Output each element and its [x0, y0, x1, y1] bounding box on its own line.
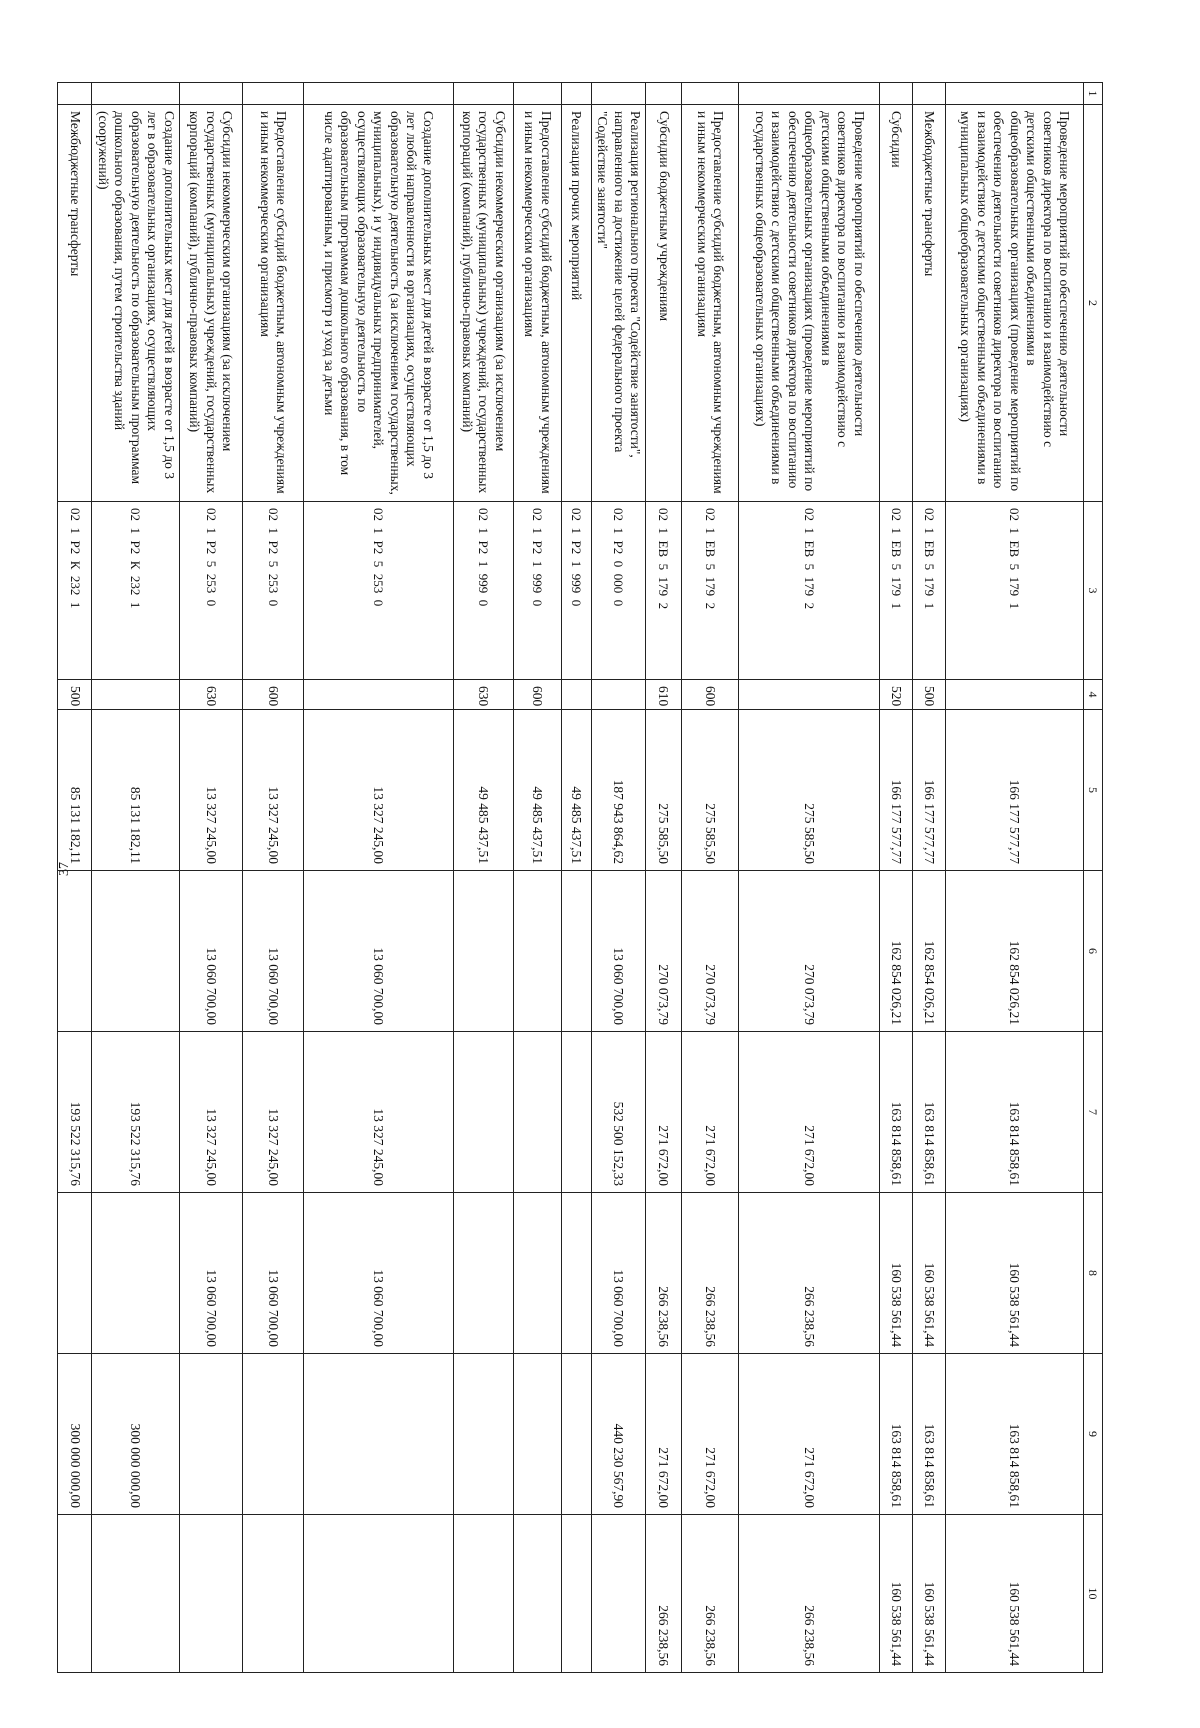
row-name: Субсидии некоммерческим организациям (за исключением государственных (муниципальных) учреждений, государственных корпораций (компаний), публично-правовых компаний) [453, 105, 513, 502]
row-name: Проведение мероприятий по обеспечению деятельности советников директора по воспитанию и взаимодействию с детскими общественными объединениями в общеобразовательных организациях (проведение мероприятий по обеспечению деятельности советников директора по воспитанию и взаимодействию с детскими общественными объединениями в муниципальных общеобразовательных организациях) [946, 105, 1084, 502]
row-value-col7: 163 814 858,61 [946, 1032, 1084, 1193]
row-value-col8: 13 060 700,00 [591, 1193, 645, 1354]
row-index-cell [58, 83, 92, 105]
row-value-col6: 13 060 700,00 [303, 871, 453, 1032]
row-name: Проведение мероприятий по обеспечению деятельности советников директора по воспитанию и взаимодействию с детскими общественными объединениями в общеобразовательных организациях (проведение мероприятий по обеспечению деятельности советников директора по воспитанию и взаимодействию с детскими общественными объединениями в государственных общеобразовательных организациях) [739, 105, 880, 502]
row-value-col5: 13 327 245,00 [242, 710, 303, 871]
row-value-col6 [453, 871, 513, 1032]
row-value-col8: 266 238,56 [739, 1193, 880, 1354]
row-index-cell [513, 83, 561, 105]
row-name: Создание дополнительных мест для детей в возрасте от 1,5 до 3 лет в образовательных организациях, осуществляющих образовательную деятельность по образовательным программам дошкольного образования, путем строительства зданий (сооружений) [92, 105, 179, 502]
row-value-col9: 271 672,00 [739, 1354, 880, 1515]
table-row [913, 83, 946, 1673]
row-value-col5: 275 585,50 [739, 710, 880, 871]
row-name: Предоставление субсидий бюджетным, автономным учреждениям и иным некоммерческим организациям [513, 105, 561, 502]
row-code: 02 1 Р2 5 253 0 [179, 502, 242, 680]
row-value-col6 [561, 871, 591, 1032]
row-value-col10 [561, 1515, 591, 1673]
row-value-col9 [303, 1354, 453, 1515]
row-name: Субсидии некоммерческим организациям (за исключением государственных (муниципальных) учреждений, государственных корпораций (компаний), публично-правовых компаний) [179, 105, 242, 502]
row-value-col10: 266 238,56 [682, 1515, 739, 1673]
row-value-col10 [453, 1515, 513, 1673]
row-expense-type [303, 680, 453, 710]
row-name: Субсидии [880, 105, 913, 502]
row-value-col8: 13 060 700,00 [242, 1193, 303, 1354]
row-value-col9 [561, 1354, 591, 1515]
table-body [58, 83, 1084, 1673]
row-value-col9: 163 814 858,61 [946, 1354, 1084, 1515]
table-row [58, 83, 92, 1673]
row-name: Предоставление субсидий бюджетным, автономным учреждениям и иным некоммерческим организациям [682, 105, 739, 502]
row-value-col7: 271 672,00 [646, 1032, 682, 1193]
row-code: 02 1 ЕВ 5 179 1 [880, 502, 913, 680]
row-value-col7 [453, 1032, 513, 1193]
row-value-col7: 193 522 315,76 [58, 1032, 92, 1193]
table-row [179, 83, 242, 1673]
header-cell: 8 [1084, 1193, 1103, 1354]
row-value-col5: 49 485 437,51 [513, 710, 561, 871]
row-code: 02 1 Р2 1 999 0 [561, 502, 591, 680]
row-expense-type [561, 680, 591, 710]
row-value-col6: 162 854 026,21 [946, 871, 1084, 1032]
row-value-col5: 49 485 437,51 [561, 710, 591, 871]
row-value-col7: 163 814 858,61 [913, 1032, 946, 1193]
row-value-col9 [513, 1354, 561, 1515]
row-value-col6 [92, 871, 179, 1032]
row-value-col8: 160 538 561,44 [913, 1193, 946, 1354]
row-value-col10 [92, 1515, 179, 1673]
table-row [561, 83, 591, 1673]
row-value-col5: 275 585,50 [646, 710, 682, 871]
row-value-col10: 160 538 561,44 [880, 1515, 913, 1673]
row-value-col9: 163 814 858,61 [913, 1354, 946, 1515]
row-value-col10 [242, 1515, 303, 1673]
row-code: 02 1 ЕВ 5 179 1 [913, 502, 946, 680]
row-expense-type: 600 [513, 680, 561, 710]
row-value-col5: 13 327 245,00 [179, 710, 242, 871]
header-row [1084, 83, 1103, 1673]
row-index-cell [179, 83, 242, 105]
header-cell: 10 [1084, 1515, 1103, 1673]
row-value-col7: 13 327 245,00 [303, 1032, 453, 1193]
row-code: 02 1 ЕВ 5 179 2 [739, 502, 880, 680]
table-row [303, 83, 453, 1673]
row-value-col8: 13 060 700,00 [303, 1193, 453, 1354]
row-expense-type [591, 680, 645, 710]
row-code: 02 1 Р2 5 253 0 [303, 502, 453, 680]
row-value-col5: 49 485 437,51 [453, 710, 513, 871]
row-expense-type [946, 680, 1084, 710]
row-index-cell [92, 83, 179, 105]
row-value-col7: 532 500 152,33 [591, 1032, 645, 1193]
row-value-col7: 163 814 858,61 [880, 1032, 913, 1193]
row-value-col6: 162 854 026,21 [913, 871, 946, 1032]
row-value-col10: 160 538 561,44 [946, 1515, 1084, 1673]
row-value-col9 [453, 1354, 513, 1515]
rotated-page [67, 82, 1103, 1672]
row-code: 02 1 Р2 1 999 0 [453, 502, 513, 680]
table-row [739, 83, 880, 1673]
header-cell: 1 [1084, 83, 1103, 105]
row-value-col10 [58, 1515, 92, 1673]
header-cell: 4 [1084, 680, 1103, 710]
row-value-col9: 271 672,00 [646, 1354, 682, 1515]
row-value-col8: 13 060 700,00 [179, 1193, 242, 1354]
row-value-col8 [513, 1193, 561, 1354]
row-code: 02 1 ЕВ 5 179 2 [646, 502, 682, 680]
row-value-col5: 85 131 182,11 [58, 710, 92, 871]
table-row [513, 83, 561, 1673]
header-cell: 3 [1084, 502, 1103, 680]
row-name: Реализация прочих мероприятий [561, 105, 591, 502]
table-row [591, 83, 645, 1673]
table-row [453, 83, 513, 1673]
row-value-col6: 270 073,79 [682, 871, 739, 1032]
table-row [646, 83, 682, 1673]
row-value-col7: 193 522 315,76 [92, 1032, 179, 1193]
row-value-col10 [513, 1515, 561, 1673]
row-index-cell [913, 83, 946, 105]
row-index-cell [303, 83, 453, 105]
row-name: Межбюджетные трансферты [913, 105, 946, 502]
row-code: 02 1 ЕВ 5 179 2 [682, 502, 739, 680]
row-value-col8 [453, 1193, 513, 1354]
row-code: 02 1 Р2 5 253 0 [242, 502, 303, 680]
row-expense-type: 500 [913, 680, 946, 710]
row-value-col5: 13 327 245,00 [303, 710, 453, 871]
header-cell: 6 [1084, 871, 1103, 1032]
row-index-cell [242, 83, 303, 105]
row-value-col9 [242, 1354, 303, 1515]
row-value-col10: 266 238,56 [646, 1515, 682, 1673]
row-code: 02 1 Р2 1 999 0 [513, 502, 561, 680]
row-expense-type: 630 [179, 680, 242, 710]
row-value-col10 [179, 1515, 242, 1673]
row-expense-type [739, 680, 880, 710]
row-code: 02 1 ЕВ 5 179 1 [946, 502, 1084, 680]
header-cell: 5 [1084, 710, 1103, 871]
row-value-col5: 85 131 182,11 [92, 710, 179, 871]
row-expense-type: 600 [242, 680, 303, 710]
row-value-col6: 270 073,79 [739, 871, 880, 1032]
row-value-col5: 166 177 577,77 [880, 710, 913, 871]
row-value-col9: 440 230 567,90 [591, 1354, 645, 1515]
row-expense-type [92, 680, 179, 710]
table-row [880, 83, 913, 1673]
row-value-col8: 266 238,56 [682, 1193, 739, 1354]
row-index-cell [739, 83, 880, 105]
row-value-col10 [591, 1515, 645, 1673]
row-value-col9: 300 000 000,00 [58, 1354, 92, 1515]
row-value-col9: 163 814 858,61 [880, 1354, 913, 1515]
row-value-col10 [303, 1515, 453, 1673]
row-value-col9: 271 672,00 [682, 1354, 739, 1515]
row-name: Субсидии бюджетным учреждениям [646, 105, 682, 502]
row-value-col7: 271 672,00 [682, 1032, 739, 1193]
table-row [242, 83, 303, 1673]
row-value-col5: 187 943 864,62 [591, 710, 645, 871]
budget-table [57, 82, 1103, 1673]
row-value-col7: 13 327 245,00 [179, 1032, 242, 1193]
row-value-col8: 160 538 561,44 [880, 1193, 913, 1354]
row-code: 02 1 Р2 К 232 1 [58, 502, 92, 680]
row-index-cell [946, 83, 1084, 105]
row-value-col8 [92, 1193, 179, 1354]
row-index-cell [591, 83, 645, 105]
row-value-col8: 266 238,56 [646, 1193, 682, 1354]
row-name: Реализация регионального проекта "Содействие занятости", направленного на достижение целей федерального проекта "Содействие занятости" [591, 105, 645, 502]
row-value-col7 [513, 1032, 561, 1193]
row-index-cell [561, 83, 591, 105]
row-value-col10: 160 538 561,44 [913, 1515, 946, 1673]
row-value-col6 [513, 871, 561, 1032]
row-value-col6: 270 073,79 [646, 871, 682, 1032]
row-value-col8 [58, 1193, 92, 1354]
row-name: Создание дополнительных мест для детей в возрасте от 1,5 до 3 лет любой направленности в организациях, осуществляющих образовательную деятельность (за исключением государственных, муниципальных), и у индивидуальных предпринимателей, осуществляющих образовательную деятельность по образовательным программам дошкольного образования, в том числе адаптированным, и присмотр и уход за детьми [303, 105, 453, 502]
row-value-col7: 271 672,00 [739, 1032, 880, 1193]
table-row [946, 83, 1084, 1673]
row-value-col9: 300 000 000,00 [92, 1354, 179, 1515]
row-expense-type: 520 [880, 680, 913, 710]
row-value-col6: 13 060 700,00 [179, 871, 242, 1032]
row-value-col6 [58, 871, 92, 1032]
row-name: Межбюджетные трансферты [58, 105, 92, 502]
row-index-cell [880, 83, 913, 105]
row-value-col6: 13 060 700,00 [591, 871, 645, 1032]
header-cell: 2 [1084, 105, 1103, 502]
row-value-col6: 13 060 700,00 [242, 871, 303, 1032]
row-index-cell [453, 83, 513, 105]
row-value-col10: 266 238,56 [739, 1515, 880, 1673]
row-expense-type: 610 [646, 680, 682, 710]
table-row [682, 83, 739, 1673]
row-index-cell [646, 83, 682, 105]
row-value-col5: 275 585,50 [682, 710, 739, 871]
page-number: 37 [57, 862, 72, 876]
row-name: Предоставление субсидий бюджетным, автономным учреждениям и иным некоммерческим организациям [242, 105, 303, 502]
row-value-col5: 166 177 577,77 [913, 710, 946, 871]
row-value-col8: 160 538 561,44 [946, 1193, 1084, 1354]
row-value-col9 [179, 1354, 242, 1515]
header-cell: 7 [1084, 1032, 1103, 1193]
row-expense-type: 500 [58, 680, 92, 710]
row-expense-type: 600 [682, 680, 739, 710]
row-value-col8 [561, 1193, 591, 1354]
row-code: 02 1 Р2 К 232 1 [92, 502, 179, 680]
row-code: 02 1 Р2 0 000 0 [591, 502, 645, 680]
row-value-col5: 166 177 577,77 [946, 710, 1084, 871]
row-value-col6: 162 854 026,21 [880, 871, 913, 1032]
header-cell: 9 [1084, 1354, 1103, 1515]
row-value-col7: 13 327 245,00 [242, 1032, 303, 1193]
table-row [92, 83, 179, 1673]
row-expense-type: 630 [453, 680, 513, 710]
row-index-cell [682, 83, 739, 105]
row-value-col7 [561, 1032, 591, 1193]
